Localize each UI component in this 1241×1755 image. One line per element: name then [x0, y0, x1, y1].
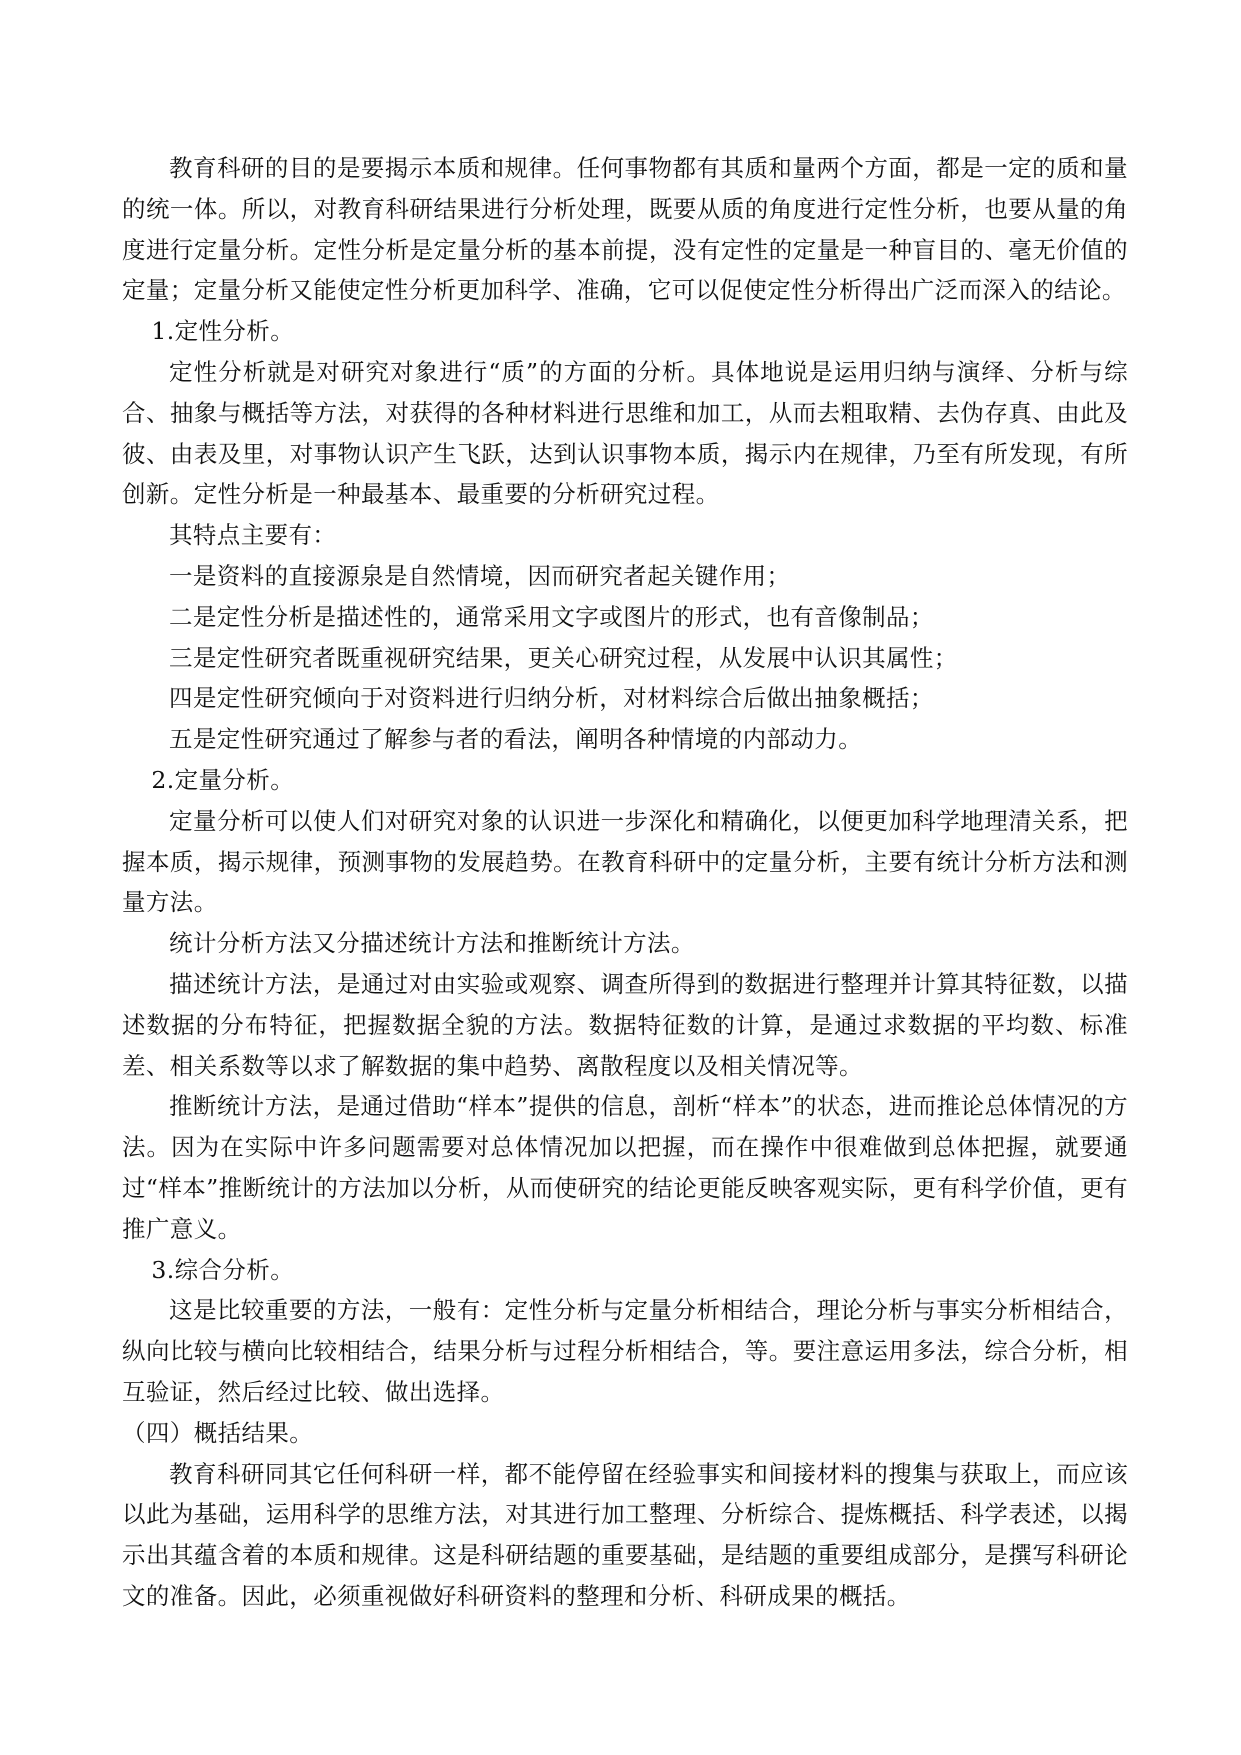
paragraph-features-intro: 其特点主要有：: [169, 521, 337, 550]
list-item-feature-5: 五是定性研究通过了解参与者的看法，阐明各种情境的内部动力。: [169, 725, 863, 754]
list-item-feature-4: 四是定性研究倾向于对资料进行归纳分析，对材料综合后做出抽象概括；: [169, 684, 934, 713]
list-item-feature-1: 一是资料的直接源泉是自然情境，因而研究者起关键作用；: [169, 561, 791, 590]
paragraph-descriptive-statistics: 描述统计方法，是通过对由实验或观察、调查所得到的数据进行整理并计算其特征数，以描述数据的分布特征，把握数据全貌的方法。数据特征数的计算，是通过求数据的平均数、标准差、相关系数等以求了解数据的集中趋势、离散程度以及相关情况等。: [122, 969, 1128, 1080]
paragraph-summary-conclusion: 教育科研同其它任何科研一样，都不能停留在经验事实和间接材料的搜集与获取上，而应该以此为基础，运用科学的思维方法，对其进行加工整理、分析综合、提炼概括、科学表述，以揭示出其蕴含着的本质和规律。这是科研结题的重要基础，是结题的重要组成部分，是撰写科研论文的准备。因此，必须重视做好科研资料的整理和分析、科研成果的概括。: [122, 1459, 1128, 1610]
paragraph-inferential-statistics: 推断统计方法，是通过借助“样本”提供的信息，剖析“样本”的状态，进而推论总体情况的方法。因为在实际中许多问题需要对总体情况加以把握，而在操作中很难做到总体把握，就要通过“样本”推断统计的方法加以分析，从而使研究的结论更能反映客观实际，更有科学价值，更有推广意义。: [122, 1092, 1128, 1243]
heading-qualitative-analysis: 1.定性分析。: [151, 317, 295, 346]
paragraph-intro: 教育科研的目的是要揭示本质和规律。任何事物都有其质和量两个方面，都是一定的质和量的统一体。所以，对教育科研结果进行分析处理，既要从质的角度进行定性分析，也要从量的角度进行定量分析。定性分析是定量分析的基本前提，没有定性的定量是一种盲目的、毫无价值的定量；定量分析又能使定性分析更加科学、准确，它可以促使定性分析得出广泛而深入的结论。: [122, 154, 1128, 305]
paragraph-quantitative-definition: 定量分析可以使人们对研究对象的认识进一步深化和精确化，以便更加科学地理清关系，把握本质，揭示规律，预测事物的发展趋势。在教育科研中的定量分析，主要有统计分析方法和测量方法。: [122, 806, 1128, 917]
heading-comprehensive-analysis: 3.综合分析。: [151, 1255, 295, 1284]
heading-summarize-results: （四）概括结果。: [122, 1418, 314, 1447]
paragraph-qualitative-definition: 定性分析就是对研究对象进行“质”的方面的分析。具体地说是运用归纳与演绎、分析与综合、抽象与概括等方法，对获得的各种材料进行思维和加工，从而去粗取精、去伪存真、由此及彼、由表及里，对事物认识产生飞跃，达到认识事物本质，揭示内在规律，乃至有所发现，有所创新。定性分析是一种最基本、最重要的分析研究过程。: [122, 357, 1128, 509]
paragraph-comprehensive-methods: 这是比较重要的方法，一般有：定性分析与定量分析相结合，理论分析与事实分析相结合，纵向比较与横向比较相结合，结果分析与过程分析相结合，等。要注意运用多法，综合分析，相互验证，然后经过比较、做出选择。: [122, 1296, 1128, 1406]
list-item-feature-2: 二是定性分析是描述性的，通常采用文字或图片的形式，也有音像制品；: [169, 602, 934, 631]
paragraph-statistical-methods: 统计分析方法又分描述统计方法和推断统计方法。: [169, 929, 695, 958]
heading-quantitative-analysis: 2.定量分析。: [151, 765, 295, 794]
document-body: [122, 148, 1128, 1617]
list-item-feature-3: 三是定性研究者既重视研究结果，更关心研究过程，从发展中认识其属性；: [169, 643, 958, 672]
